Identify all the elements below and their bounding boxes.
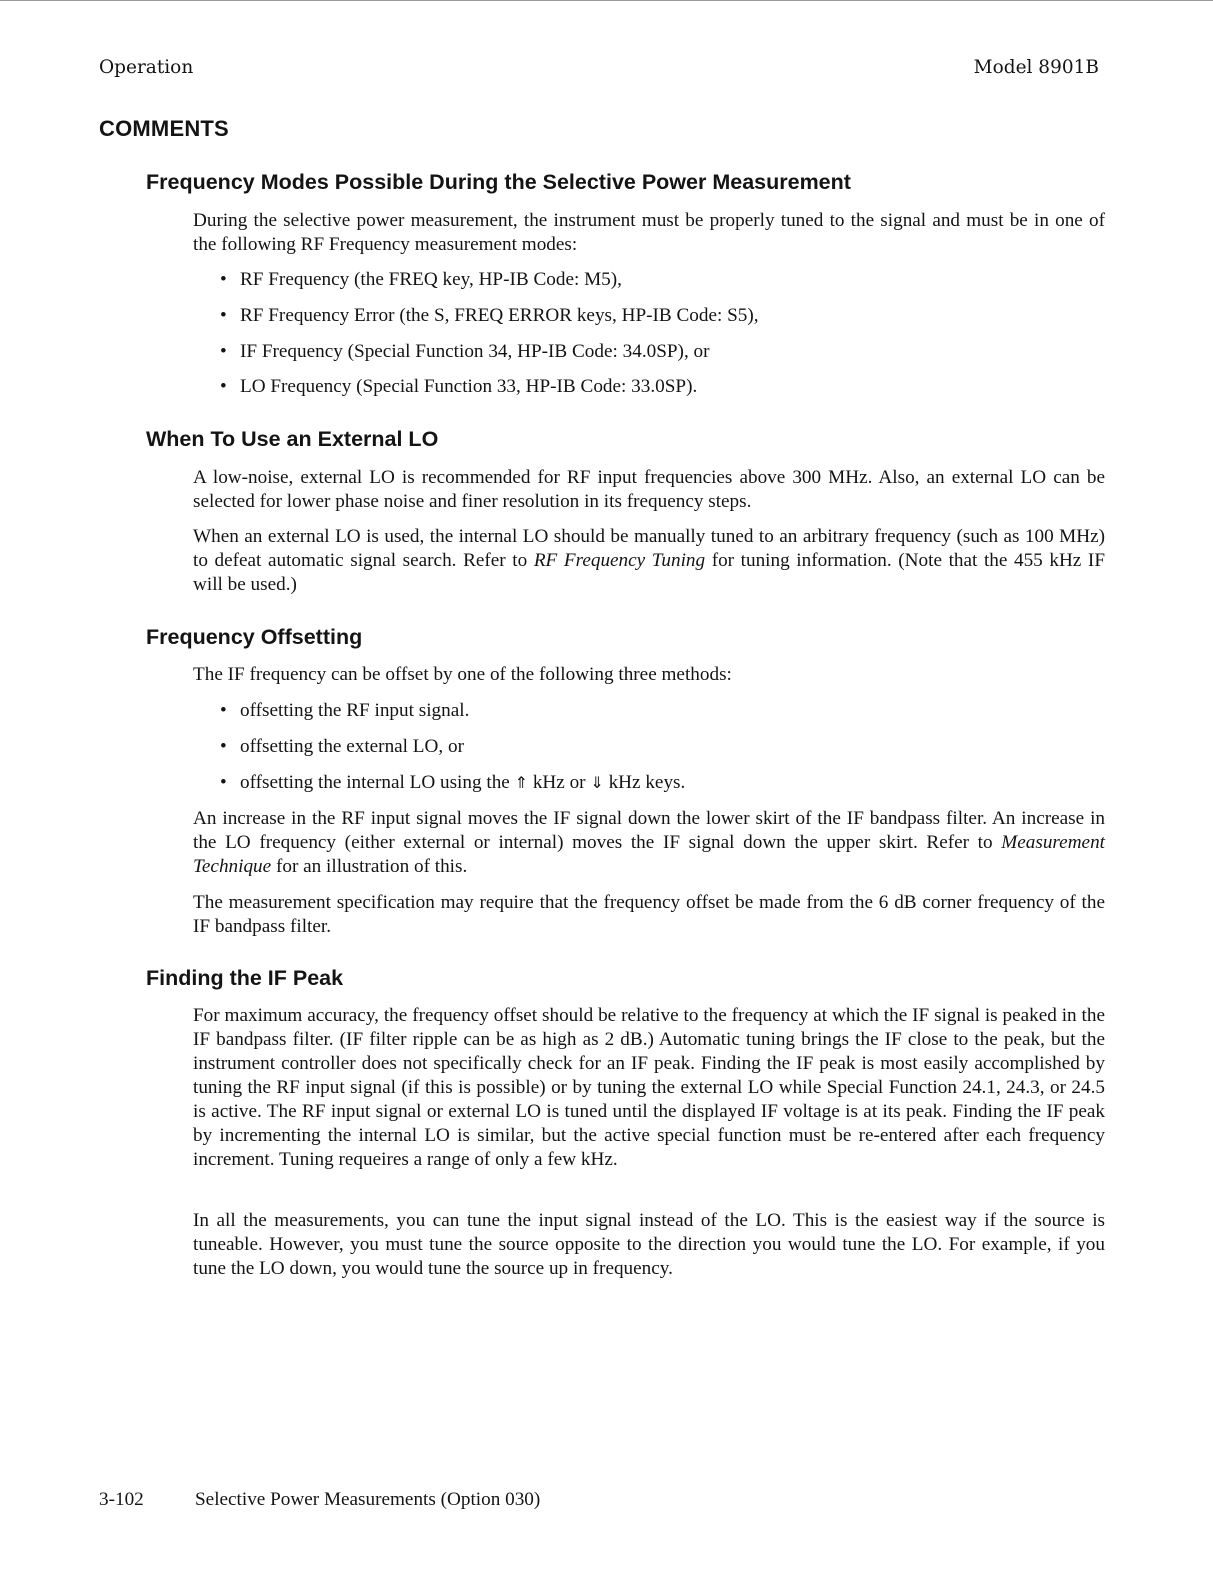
offsetting-paragraph-2 — [193, 807, 1105, 879]
list-item — [220, 735, 464, 759]
running-head-section: Operation — [99, 57, 194, 78]
bullet-icon: • — [220, 700, 227, 721]
list-item-text: RF Frequency Error (the S, FREQ ERROR keys, HP-IB Code: S5), — [240, 305, 759, 326]
paragraph-text: for an illustration of this. — [271, 856, 468, 877]
list-item — [220, 268, 622, 292]
list-item — [220, 340, 710, 364]
if-peak-paragraph-1: For maximum accuracy, the frequency offset should be relative to the frequency at which the IF signal is peaked in the IF bandpass filter. (IF filter ripple can be as high as 2 dB.) Automatic tuning brings the IF close to the peak, but the instrument controller does not specifically check for an IF peak. Finding the IF peak is most easily accomplished by tuning the RF input signal (if this is possible) or by tuning the external LO while Special Function 24.1, 24.3, or 24.5 is active. The RF input signal or external LO is tuned until the displayed IF voltage is at its peak. Finding the IF peak by incrementing the internal LO is similar, but the active special function must be re-entered after each frequency increment. Tuning requeires a range of only a few kHz. — [193, 1005, 1105, 1170]
external-lo-paragraph-1: A low-noise, external LO is recommended for RF input frequencies above 300 MHz. Also, an external LO can be selected for lower phase noise and finer resolution in its frequency steps. — [193, 467, 1105, 512]
paragraph-text: When an external LO is used, the internal LO should be manually tuned to an arbitrary frequency (such as 100 MHz) to defeat automatic signal search. Refer to — [193, 526, 1105, 571]
down-arrow-icon: ⇓ — [590, 773, 604, 792]
up-arrow-icon: ⇑ — [514, 773, 529, 792]
section-title-frequency-offsetting: Frequency Offsetting — [146, 625, 363, 649]
page-top-rule — [0, 0, 1213, 1]
paragraph-text: An increase in the RF input signal moves the IF signal down the lower skirt of the IF bandpass filter. An increase in the LO frequency (either external or internal) moves the IF signal down the upper skirt. Refer to — [193, 808, 1105, 853]
section-title-external-lo: When To Use an External LO — [146, 427, 439, 451]
list-item-text: kHz or — [528, 772, 591, 793]
list-item-text: RF Frequency (the FREQ key, HP-IB Code: M5), — [240, 269, 622, 290]
comments-heading: COMMENTS — [99, 116, 229, 141]
list-item — [220, 699, 469, 723]
list-item-text: LO Frequency (Special Function 33, HP-IB Code: 33.0SP). — [240, 376, 698, 397]
if-peak-paragraph-2: In all the measurements, you can tune the input signal instead of the LO. This is the easiest way if the source is tuneable. However, you must tune the source opposite to the direction you would tune the LO. For example, if you tune the LO down, you would tune the source up in frequency. — [193, 1210, 1105, 1279]
bullet-icon: • — [220, 341, 227, 362]
cross-reference-measurement-technique: Measurement Technique — [193, 832, 1105, 877]
cross-reference-rf-frequency-tuning: RF Frequency Tuning — [533, 550, 706, 571]
bullet-icon: • — [220, 269, 227, 290]
list-item — [220, 771, 685, 795]
list-item-text: offsetting the external LO, or — [240, 736, 464, 757]
running-head-model: Model 8901B — [973, 57, 1099, 78]
footer-page-number: 3-102 — [99, 1489, 144, 1510]
section-title-frequency-modes: Frequency Modes Possible During the Selective Power Measurement — [146, 170, 851, 194]
bullet-icon: • — [220, 772, 227, 793]
list-item-text: offsetting the RF input signal. — [240, 700, 470, 721]
list-item-text: offsetting the internal LO using the — [240, 772, 515, 793]
list-item — [220, 375, 697, 399]
list-item-text: IF Frequency (Special Function 34, HP-IB Code: 34.0SP), or — [240, 341, 710, 362]
bullet-icon: • — [220, 376, 227, 397]
list-item-text: kHz keys. — [603, 772, 686, 793]
offsetting-intro: The IF frequency can be offset by one of the following three methods: — [193, 664, 732, 685]
list-item — [220, 304, 759, 328]
section-title-finding-if-peak: Finding the IF Peak — [146, 966, 344, 990]
bullet-icon: • — [220, 305, 227, 326]
frequency-modes-intro: During the selective power measurement, the instrument must be properly tuned to the signal and must be in one of the following RF Frequency measurement modes: — [193, 210, 1105, 255]
paragraph-text: for tuning information. (Note that the 455 kHz IF will be used.) — [193, 550, 1105, 595]
offsetting-paragraph-3: The measurement specification may require that the frequency offset be made from the 6 dB corner frequency of the IF bandpass filter. — [193, 892, 1105, 937]
bullet-icon: • — [220, 736, 227, 757]
footer-title: Selective Power Measurements (Option 030) — [195, 1489, 541, 1510]
external-lo-paragraph-2 — [193, 525, 1105, 597]
